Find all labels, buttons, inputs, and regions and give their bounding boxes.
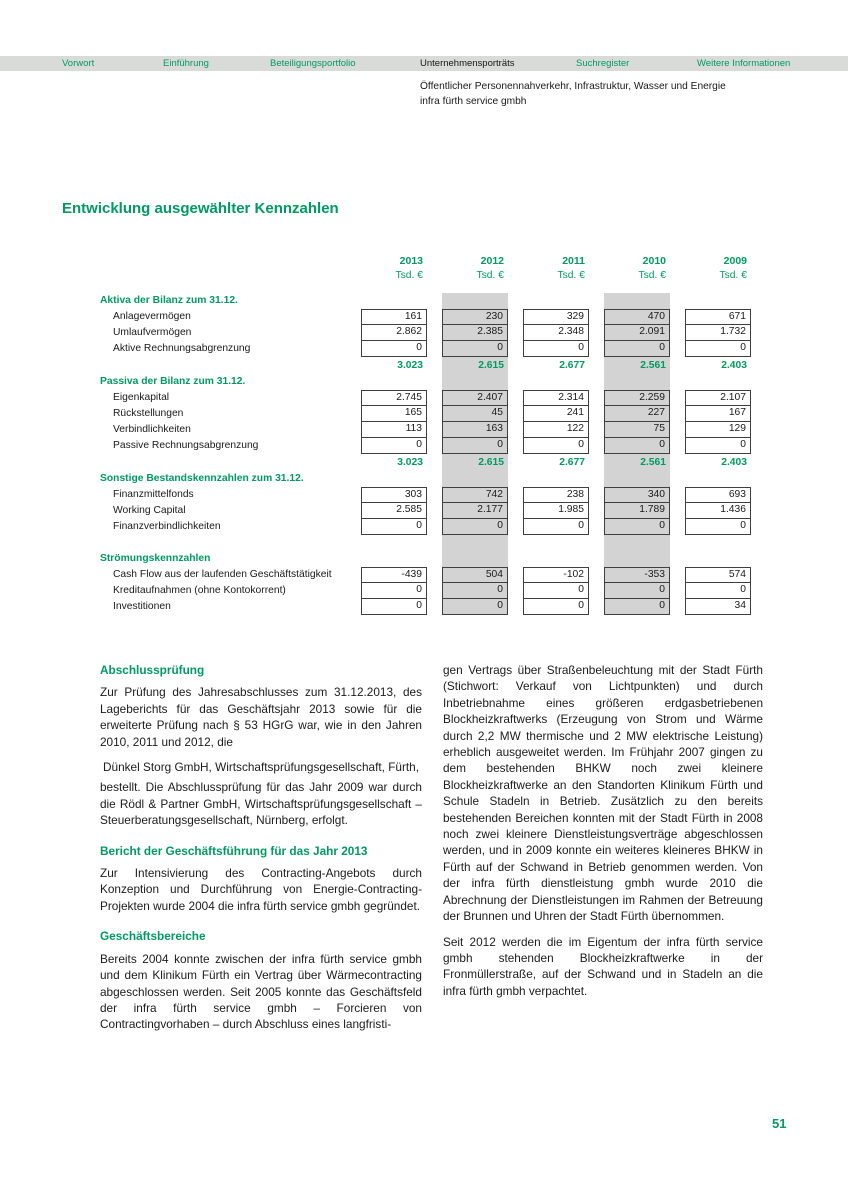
col-gap — [346, 390, 361, 406]
empty-cell — [442, 535, 508, 551]
col-gap — [589, 325, 604, 341]
col-gap — [427, 255, 442, 269]
col-gap — [427, 406, 442, 422]
total-cell: 3.023 — [397, 457, 423, 468]
col-gap — [589, 422, 604, 438]
table-row-section — [100, 374, 751, 390]
empty-cell — [361, 551, 427, 567]
col-gap — [508, 325, 523, 341]
value-cell: 0 — [361, 599, 427, 615]
value-cell: 122 — [523, 422, 589, 438]
value-cell: 2.585 — [361, 503, 427, 519]
col-gap — [427, 535, 442, 551]
col-gap — [589, 599, 604, 615]
col-gap — [427, 422, 442, 438]
col-gap — [670, 503, 685, 519]
total-cell: 3.023 — [397, 360, 423, 371]
empty-cell — [523, 535, 589, 551]
table-row-section — [100, 293, 751, 309]
col-gap — [427, 503, 442, 519]
col-gap — [589, 487, 604, 503]
value-cell: 0 — [361, 438, 427, 454]
value-cell: -439 — [361, 567, 427, 583]
col-gap — [346, 293, 361, 309]
col-gap — [670, 269, 685, 283]
col-gap — [346, 503, 361, 519]
col-gap — [670, 422, 685, 438]
value-cell: 167 — [685, 406, 751, 422]
value-cell: 0 — [604, 583, 670, 599]
total-cell: 2.677 — [559, 457, 585, 468]
value-cell: 303 — [361, 487, 427, 503]
col-gap — [508, 341, 523, 357]
nav-item-einf-hrung[interactable]: Einführung — [163, 58, 209, 69]
col-gap — [346, 519, 361, 535]
table-row-total — [100, 454, 751, 471]
col-gap — [670, 357, 685, 374]
value-cell: 2.407 — [442, 390, 508, 406]
year-header: 2010 — [642, 255, 666, 267]
table-row-section — [100, 471, 751, 487]
table-year-header-row — [100, 255, 751, 269]
value-cell: 340 — [604, 487, 670, 503]
value-cell: 0 — [523, 438, 589, 454]
paragraph: Zur Prüfung des Jahresabschlusses zum 31.12.2013, des Lageberichts für das Geschäftsjahr 2013 sowie für die erweiterte Prüfung nach § 53 HGrG war, wie in den Jahren 2010, 2011 und 2012, die — [100, 685, 422, 749]
article-column-right — [443, 662, 763, 1008]
total-cell: 2.615 — [442, 454, 508, 471]
col-gap — [508, 599, 523, 615]
row-label: Aktive Rechnungsabgrenzung — [113, 343, 251, 354]
row-label: Passive Rechnungsabgrenzung — [113, 440, 259, 451]
col-gap — [427, 438, 442, 454]
table-row-total — [100, 357, 751, 374]
empty-cell — [442, 471, 508, 487]
table-corner — [100, 255, 346, 269]
table-row-spacer — [100, 535, 751, 551]
value-cell: 0 — [523, 341, 589, 357]
col-gap — [346, 406, 361, 422]
col-gap — [427, 309, 442, 325]
empty-cell — [685, 374, 751, 390]
row-label: Investitionen — [113, 601, 171, 612]
col-gap — [427, 325, 442, 341]
empty-cell — [523, 471, 589, 487]
col-gap — [670, 341, 685, 357]
empty-cell — [361, 471, 427, 487]
article-column-left — [100, 662, 422, 1042]
value-cell: 0 — [685, 438, 751, 454]
row-label: Umlaufvermögen — [113, 327, 192, 338]
col-gap — [346, 535, 361, 551]
col-gap — [589, 309, 604, 325]
col-gap — [427, 374, 442, 390]
unit-header: Tsd. € — [719, 270, 747, 281]
col-gap — [346, 422, 361, 438]
unit-header: Tsd. € — [476, 270, 504, 281]
page-number: 51 — [772, 1116, 787, 1131]
value-cell: 2.107 — [685, 390, 751, 406]
col-gap — [508, 551, 523, 567]
table-row-item — [100, 325, 751, 341]
col-gap — [508, 406, 523, 422]
col-gap — [427, 567, 442, 583]
row-label: Anlagevermögen — [113, 311, 191, 322]
col-gap — [589, 567, 604, 583]
table-row-item — [100, 422, 751, 438]
col-gap — [589, 406, 604, 422]
col-gap — [508, 255, 523, 269]
col-gap — [670, 599, 685, 615]
subheading: Abschlussprüfung — [100, 663, 205, 677]
empty-cell — [361, 293, 427, 309]
paragraph: Bereits 2004 konnte zwischen der infra fürth service gmbh und dem Klinikum Fürth ein Vertrag über Wärmecontracting abgeschlossen werden. Seit 2005 konnte das Geschäftsfeld der infra fürth service gmbh – Forcieren von Contractingvorhaben – durch Abschluss eines langfristi- — [100, 951, 422, 1032]
table-row-item — [100, 583, 751, 599]
value-cell: 34 — [685, 599, 751, 615]
col-gap — [589, 438, 604, 454]
col-gap — [427, 454, 442, 471]
col-gap — [508, 269, 523, 283]
value-cell: 1.732 — [685, 325, 751, 341]
empty-cell — [442, 374, 508, 390]
col-gap — [670, 374, 685, 390]
total-cell: 2.561 — [604, 357, 670, 374]
value-cell: 0 — [685, 341, 751, 357]
row-section-label: Aktiva der Bilanz zum 31.12. — [100, 295, 238, 306]
col-gap — [508, 503, 523, 519]
value-cell: 2.177 — [442, 503, 508, 519]
empty-cell — [361, 535, 427, 551]
empty-cell — [523, 551, 589, 567]
table-row-item — [100, 309, 751, 325]
table-row-item — [100, 503, 751, 519]
col-gap — [427, 269, 442, 283]
subheading: Bericht der Geschäftsführung für das Jahr 2013 — [100, 843, 368, 858]
value-cell: 0 — [685, 583, 751, 599]
row-label — [100, 357, 346, 374]
col-gap — [670, 583, 685, 599]
col-gap — [508, 357, 523, 374]
row-section-label: Strömungskennzahlen — [100, 553, 211, 564]
col-gap — [670, 487, 685, 503]
paragraph: Dünkel Storg GmbH, Wirtschaftsprüfungsgesellschaft, Fürth, — [102, 760, 420, 775]
kennzahlen-table — [100, 255, 751, 615]
col-gap — [346, 599, 361, 615]
empty-cell — [523, 293, 589, 309]
row-section-label: Sonstige Bestandskennzahlen zum 31.12. — [100, 473, 304, 484]
nav-item-beteiligungsportfolio[interactable]: Beteiligungsportfolio — [270, 58, 356, 69]
table-row-item — [100, 390, 751, 406]
value-cell: 0 — [361, 341, 427, 357]
col-gap — [346, 583, 361, 599]
value-cell: 1.436 — [685, 503, 751, 519]
value-cell: 693 — [685, 487, 751, 503]
col-gap — [427, 390, 442, 406]
value-cell: 2.745 — [361, 390, 427, 406]
col-gap — [670, 567, 685, 583]
col-gap — [508, 454, 523, 471]
value-cell: 671 — [685, 309, 751, 325]
row-label — [100, 535, 346, 551]
table-row-item — [100, 487, 751, 503]
col-gap — [508, 309, 523, 325]
col-gap — [427, 519, 442, 535]
value-cell: 0 — [442, 438, 508, 454]
value-cell: 2.348 — [523, 325, 589, 341]
value-cell: 0 — [442, 519, 508, 535]
col-gap — [508, 438, 523, 454]
subheading: Geschäftsbereiche — [100, 929, 206, 944]
value-cell: 0 — [604, 599, 670, 615]
value-cell: 1.985 — [523, 503, 589, 519]
value-cell: 241 — [523, 406, 589, 422]
row-label: Finanzmittelfonds — [113, 489, 194, 500]
col-gap — [346, 309, 361, 325]
col-gap — [346, 567, 361, 583]
empty-cell — [685, 535, 751, 551]
col-gap — [589, 503, 604, 519]
col-gap — [670, 551, 685, 567]
nav-item-vorwort[interactable]: Vorwort — [62, 58, 95, 69]
col-gap — [346, 341, 361, 357]
value-cell: 238 — [523, 487, 589, 503]
col-gap — [589, 454, 604, 471]
col-gap — [670, 519, 685, 535]
value-cell: 2.314 — [523, 390, 589, 406]
empty-cell — [685, 471, 751, 487]
row-section-label: Passiva der Bilanz zum 31.12. — [100, 376, 246, 387]
value-cell: 0 — [523, 583, 589, 599]
table-corner — [100, 269, 346, 283]
total-cell: 2.403 — [721, 457, 747, 468]
col-gap — [589, 357, 604, 374]
value-cell: 75 — [604, 422, 670, 438]
col-gap — [508, 519, 523, 535]
table-row-section — [100, 551, 751, 567]
row-label: Finanzverbindlichkeiten — [113, 521, 221, 532]
col-gap — [670, 471, 685, 487]
nav-item-suchregister[interactable]: Suchregister — [576, 58, 630, 69]
col-gap — [427, 551, 442, 567]
value-cell: 0 — [442, 583, 508, 599]
col-gap — [427, 599, 442, 615]
col-gap — [589, 519, 604, 535]
col-gap — [589, 535, 604, 551]
value-cell: 163 — [442, 422, 508, 438]
paragraph: Zur Intensivierung des Contracting-Angebots durch Konzeption und Durchführung von Energie-Contracting-Projekten wurde 2004 die infra fürth service gmbh gegründet. — [100, 866, 422, 913]
empty-cell — [442, 551, 508, 567]
col-gap — [670, 255, 685, 269]
col-gap — [589, 374, 604, 390]
value-cell: 45 — [442, 406, 508, 422]
nav-item-unternehmensportr-ts[interactable]: Unternehmensporträts — [420, 58, 515, 69]
col-gap — [346, 454, 361, 471]
col-gap — [670, 293, 685, 309]
value-cell: 0 — [604, 438, 670, 454]
col-gap — [427, 487, 442, 503]
value-cell: 227 — [604, 406, 670, 422]
year-header: 2011 — [562, 255, 585, 267]
row-label: Rückstellungen — [113, 408, 184, 419]
col-gap — [427, 471, 442, 487]
unit-header: Tsd. € — [638, 270, 666, 281]
paragraph: Seit 2012 werden die im Eigentum der infra fürth service gmbh stehenden Blockheizkraftwerke in der Fronmüllerstraße, auf der Schwand und in Stadeln an die infra fürth gmbh verpachtet. — [443, 934, 763, 998]
unit-header: Tsd. € — [395, 270, 423, 281]
value-cell: 0 — [604, 519, 670, 535]
row-label: Kreditaufnahmen (ohne Kontokorrent) — [113, 585, 286, 596]
col-gap — [346, 438, 361, 454]
value-cell: 742 — [442, 487, 508, 503]
value-cell: 0 — [604, 341, 670, 357]
total-cell: 2.403 — [721, 360, 747, 371]
col-gap — [589, 269, 604, 283]
table-unit-header-row — [100, 269, 751, 283]
col-gap — [670, 438, 685, 454]
table-row-item — [100, 567, 751, 583]
value-cell: 165 — [361, 406, 427, 422]
col-gap — [427, 341, 442, 357]
col-gap — [346, 471, 361, 487]
value-cell: 129 — [685, 422, 751, 438]
col-gap — [589, 471, 604, 487]
value-cell: 0 — [523, 599, 589, 615]
col-gap — [508, 583, 523, 599]
col-gap — [508, 535, 523, 551]
value-cell: 0 — [361, 583, 427, 599]
breadcrumb — [420, 79, 726, 109]
total-cell: 2.561 — [604, 454, 670, 471]
col-gap — [346, 487, 361, 503]
col-gap — [589, 255, 604, 269]
row-label: Verbindlichkeiten — [113, 424, 191, 435]
table-row-item — [100, 438, 751, 454]
table-row-item — [100, 519, 751, 535]
total-cell: 2.677 — [559, 360, 585, 371]
col-gap — [346, 325, 361, 341]
value-cell: 1.789 — [604, 503, 670, 519]
value-cell: 2.385 — [442, 325, 508, 341]
paragraph: bestellt. Die Abschlussprüfung für das Jahr 2009 war durch die Rödl & Partner GmbH, Wirtschaftsprüfungsgesellschaft – Steuerberatungsgesellschaft, Nürnberg, erfolgt. — [100, 780, 422, 828]
page-title: Entwicklung ausgewählter Kennzahlen — [62, 200, 339, 217]
col-gap — [589, 293, 604, 309]
col-gap — [508, 374, 523, 390]
unit-header: Tsd. € — [557, 270, 585, 281]
value-cell: 0 — [361, 519, 427, 535]
col-gap — [589, 341, 604, 357]
col-gap — [589, 583, 604, 599]
empty-cell — [604, 374, 670, 390]
value-cell: 2.862 — [361, 325, 427, 341]
col-gap — [508, 390, 523, 406]
empty-cell — [604, 551, 670, 567]
breadcrumb-section: Öffentlicher Personennahverkehr, Infrastruktur, Wasser und Energie — [420, 81, 726, 92]
top-nav — [0, 56, 848, 71]
col-gap — [346, 374, 361, 390]
value-cell: 0 — [442, 341, 508, 357]
col-gap — [508, 471, 523, 487]
breadcrumb-company: infra fürth service gmbh — [420, 96, 527, 107]
row-label — [100, 454, 346, 471]
col-gap — [670, 535, 685, 551]
empty-cell — [361, 374, 427, 390]
col-gap — [427, 357, 442, 374]
col-gap — [508, 567, 523, 583]
empty-cell — [685, 551, 751, 567]
value-cell: 329 — [523, 309, 589, 325]
col-gap — [508, 487, 523, 503]
col-gap — [670, 325, 685, 341]
table-row-item — [100, 406, 751, 422]
col-gap — [589, 390, 604, 406]
value-cell: 230 — [442, 309, 508, 325]
value-cell: 470 — [604, 309, 670, 325]
row-label: Cash Flow aus der laufenden Geschäftstätigkeit — [113, 569, 332, 580]
empty-cell — [685, 293, 751, 309]
nav-item-weitere-informationen[interactable]: Weitere Informationen — [697, 58, 791, 69]
value-cell: -353 — [604, 567, 670, 583]
year-header: 2012 — [480, 255, 504, 267]
table-row-item — [100, 599, 751, 615]
value-cell: 161 — [361, 309, 427, 325]
col-gap — [670, 406, 685, 422]
value-cell: 504 — [442, 567, 508, 583]
paragraph: gen Vertrags über Straßenbeleuchtung mit der Stadt Fürth (Stichwort: Verkauf von Lichtpunkten) und durch Inbetriebnahme eines größeren erdgasbetriebenen Blockheizkraftwerks (Erzeugung von Strom und Wärme durch 2,2 MW thermische und 2 MW elektrische Leistung) erheblich ausgeweitet werden. Im Frühjahr 2007 gingen zu dem bestehenden BHKW noch zwei kleinere Blockheizkraftwerke an den Standorten Klinikum Fürth und Schule Stadeln in Betrieb. Zusätzlich zu den bereits bestehenden Bereichen konnten mit der Stadt Fürth in 2008 noch zwei kleinere Dienstleistungsverträge abgeschlossen werden, und in 2009 konnte ein weiteres kleineres BHKW in Fürth auf der Schwand in Betrieb genommen werden. Von der infra fürth dienstleistung gmbh wurde 2010 die Abrechnung der Dienstleistungen im Rahmen der Betreuung der Brunnen und Uhren der Stadt Fürth übernommen. — [443, 663, 763, 924]
col-gap — [508, 422, 523, 438]
col-gap — [427, 583, 442, 599]
col-gap — [670, 309, 685, 325]
col-gap — [670, 390, 685, 406]
col-gap — [346, 551, 361, 567]
value-cell: 0 — [523, 519, 589, 535]
col-gap — [508, 293, 523, 309]
row-label: Eigenkapital — [113, 392, 170, 403]
col-gap — [589, 551, 604, 567]
value-cell: 2.259 — [604, 390, 670, 406]
empty-cell — [523, 374, 589, 390]
col-gap — [346, 357, 361, 374]
row-label: Working Capital — [113, 505, 186, 516]
year-header: 2009 — [723, 255, 747, 267]
col-gap — [346, 269, 361, 283]
value-cell: 574 — [685, 567, 751, 583]
empty-cell — [604, 471, 670, 487]
value-cell: 2.091 — [604, 325, 670, 341]
empty-cell — [604, 293, 670, 309]
col-gap — [670, 454, 685, 471]
value-cell: 113 — [361, 422, 427, 438]
empty-cell — [604, 535, 670, 551]
header-gap — [100, 283, 751, 293]
empty-cell — [442, 293, 508, 309]
total-cell: 2.615 — [442, 357, 508, 374]
col-gap — [427, 293, 442, 309]
table-row-item — [100, 341, 751, 357]
col-gap — [346, 255, 361, 269]
value-cell: 0 — [685, 519, 751, 535]
value-cell: -102 — [523, 567, 589, 583]
value-cell: 0 — [442, 599, 508, 615]
year-header: 2013 — [399, 255, 423, 267]
